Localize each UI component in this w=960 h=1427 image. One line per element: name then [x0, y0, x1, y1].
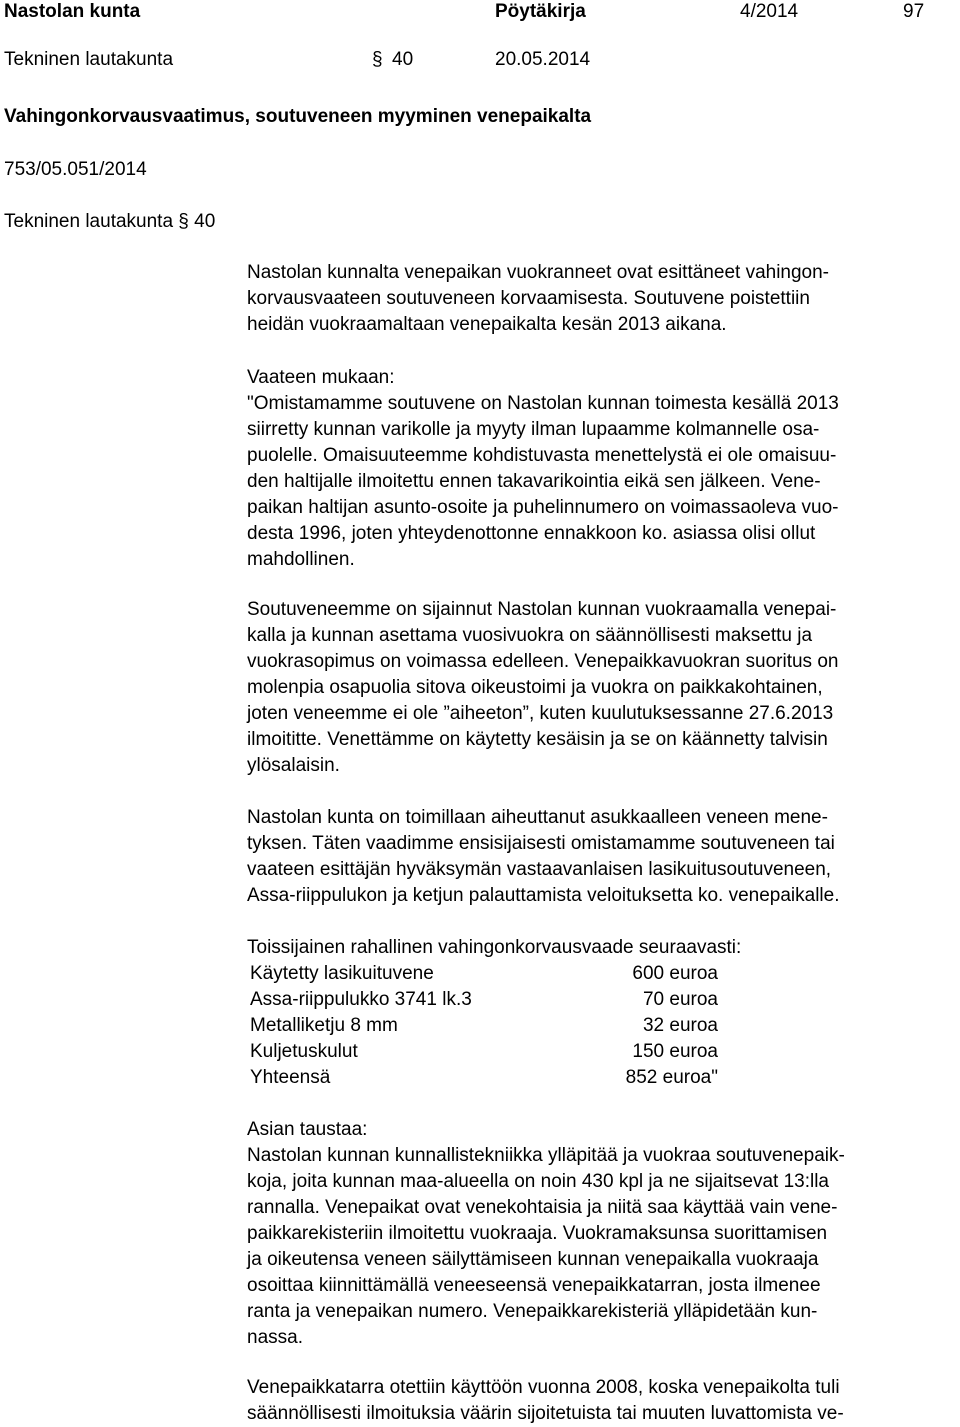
- paragraph-line: mahdollinen.: [247, 549, 355, 570]
- paragraph-line: säännöllisesti ilmoituksia väärin sijoitetuista tai muuten luvattomista ve-: [247, 1403, 844, 1424]
- claims-table: [250, 961, 720, 1091]
- paragraph-line: joten veneemme ei ole ”aiheeton”, kuten kuulutuksessanne 27.6.2013: [247, 703, 834, 724]
- subheader-committee: Tekninen lautakunta: [4, 211, 174, 232]
- claim-item: Assa-riippulukko 3741 lk.3: [250, 989, 472, 1010]
- paragraph-line: paikan haltijan asunto-osoite ja puhelinnumero on voimassaoleva vuo-: [247, 497, 839, 518]
- paragraph-line: paikkarekisteriin ilmoitettu vuokraaja. Vuokramaksunsa suorittamisen: [247, 1223, 828, 1244]
- table-row: [250, 987, 720, 1013]
- subheader-section-number: 40: [194, 211, 216, 232]
- paragraph-heading: Vaateen mukaan:: [247, 367, 395, 388]
- document-title: Vahingonkorvausvaatimus, soutuveneen myyminen venepaikalta: [4, 106, 592, 127]
- paragraph-line: desta 1996, joten yhteydenottonne ennakkoon ko. asiassa olisi ollut: [247, 523, 816, 544]
- claim-amount: 852 euroa": [625, 1067, 718, 1088]
- paragraph-3: [247, 597, 959, 779]
- paragraph-line: kalla ja kunnan asettama vuosivuokra on säännöllisesti maksettu ja: [247, 625, 813, 646]
- paragraph-line: ilmoititte. Venettämme on käytetty kesäisin ja se on käännetty talvisin: [247, 729, 828, 750]
- paragraph-line: siirretty kunnan varikolle ja myyty ilman lupaamme kolmannelle osa-: [247, 419, 820, 440]
- paragraph-line: Nastolan kunnan kunnallistekniikka ylläpitää ja vuokraa soutuvenepaik-: [247, 1145, 845, 1166]
- claim-amount: 150 euroa: [632, 1041, 718, 1062]
- subheader: [4, 209, 215, 235]
- paragraph-7: [247, 1375, 959, 1427]
- header-municipality: Nastolan kunta: [4, 1, 141, 22]
- paragraph-line: rannalla. Venepaikat ovat venekohtaisia ja niitä saa käyttää vain vene-: [247, 1197, 838, 1218]
- claim-amount: 70 euroa: [642, 989, 718, 1010]
- header-section-number: 40: [392, 49, 414, 70]
- claim-item: Metalliketju 8 mm: [250, 1015, 398, 1036]
- header-committee: Tekninen lautakunta: [4, 49, 174, 70]
- table-row: [250, 1039, 720, 1065]
- paragraph-line: ylösalaisin.: [247, 755, 340, 776]
- paragraph-line: Toissijainen rahallinen vahingonkorvausvaade seuraavasti:: [247, 937, 742, 958]
- paragraph-line: osoittaa kiinnittämällä veneeseensä venepaikkatarran, josta ilmenee: [247, 1275, 821, 1296]
- header-doc-type: Pöytäkirja: [495, 1, 586, 22]
- claim-item: Yhteensä: [250, 1067, 331, 1088]
- paragraph-line: puolelle. Omaisuuteemme kohdistuvasta menettelystä ei ole omaisuu-: [247, 445, 837, 466]
- header-doc-number: 4/2014: [740, 1, 799, 22]
- header-date: 20.05.2014: [495, 49, 591, 70]
- record-number: 753/05.051/2014: [4, 159, 147, 180]
- paragraph-line: Assa-riippulukon ja ketjun palauttamista veloituksetta ko. venepaikalle.: [247, 885, 840, 906]
- claim-item: Kuljetuskulut: [250, 1041, 358, 1062]
- claim-item: Käytetty lasikuituvene: [250, 963, 434, 984]
- header-page-number: 97: [903, 1, 925, 22]
- paragraph-line: Nastolan kunnalta venepaikan vuokranneet ovat esittäneet vahingon-: [247, 262, 830, 283]
- paragraph-line: ja oikeutensa veneen säilyttämiseen kunnan venepaikalla vuokraaja: [247, 1249, 819, 1270]
- table-row: [250, 1013, 720, 1039]
- paragraph-line: ranta ja venepaikan numero. Venepaikkarekisteriä ylläpidetään kun-: [247, 1301, 818, 1322]
- table-row: [250, 1065, 720, 1091]
- paragraph-line: koja, joita kunnan maa-alueella on noin 430 kpl ja ne sijaitsevat 13:lla: [247, 1171, 829, 1192]
- paragraph-heading: Asian taustaa:: [247, 1119, 368, 1140]
- claim-amount: 32 euroa: [642, 1015, 718, 1036]
- paragraph-line: "Omistamamme soutuvene on Nastolan kunnan toimesta kesällä 2013: [247, 393, 839, 414]
- paragraph-line: den haltijalle ilmoitettu ennen takavarikointia eikä sen jälkeen. Vene-: [247, 471, 821, 492]
- claims-intro: [247, 935, 959, 961]
- paragraph-2: [247, 365, 959, 573]
- paragraph-line: korvausvaateen soutuveneen korvaamisesta. Soutuvene poistettiin: [247, 288, 810, 309]
- paragraph-line: vuokrasopimus on voimassa edelleen. Venepaikkavuokran suoritus on: [247, 651, 839, 672]
- paragraph-4: [247, 805, 959, 909]
- paragraph-line: vaateen esittäjän hyväksymän vastaavanlaisen lasikuitusoutuveneen,: [247, 859, 832, 880]
- paragraph-line: Soutuveneemme on sijainnut Nastolan kunnan vuokraamalla venepai-: [247, 599, 837, 620]
- paragraph-line: heidän vuokraamaltaan venepaikalta kesän 2013 aikana.: [247, 314, 727, 335]
- claim-amount: 600 euroa: [632, 963, 718, 984]
- paragraph-line: Venepaikkatarra otettiin käyttöön vuonna 2008, koska venepaikolta tuli: [247, 1377, 840, 1398]
- paragraph-line: molenpia osapuolia sitova oikeustoimi ja vuokra on paikkakohtainen,: [247, 677, 823, 698]
- paragraph-line: nassa.: [247, 1327, 303, 1348]
- subheader-section-symbol: §: [178, 211, 189, 232]
- table-row: [250, 961, 720, 987]
- paragraph-line: tyksen. Täten vaadimme ensisijaisesti omistamamme soutuveneen tai: [247, 833, 835, 854]
- header-section-symbol: §: [372, 49, 383, 70]
- paragraph-line: Nastolan kunta on toimillaan aiheuttanut asukkaalleen veneen mene-: [247, 807, 828, 828]
- paragraph-1: [247, 260, 959, 338]
- paragraph-6: [247, 1117, 959, 1351]
